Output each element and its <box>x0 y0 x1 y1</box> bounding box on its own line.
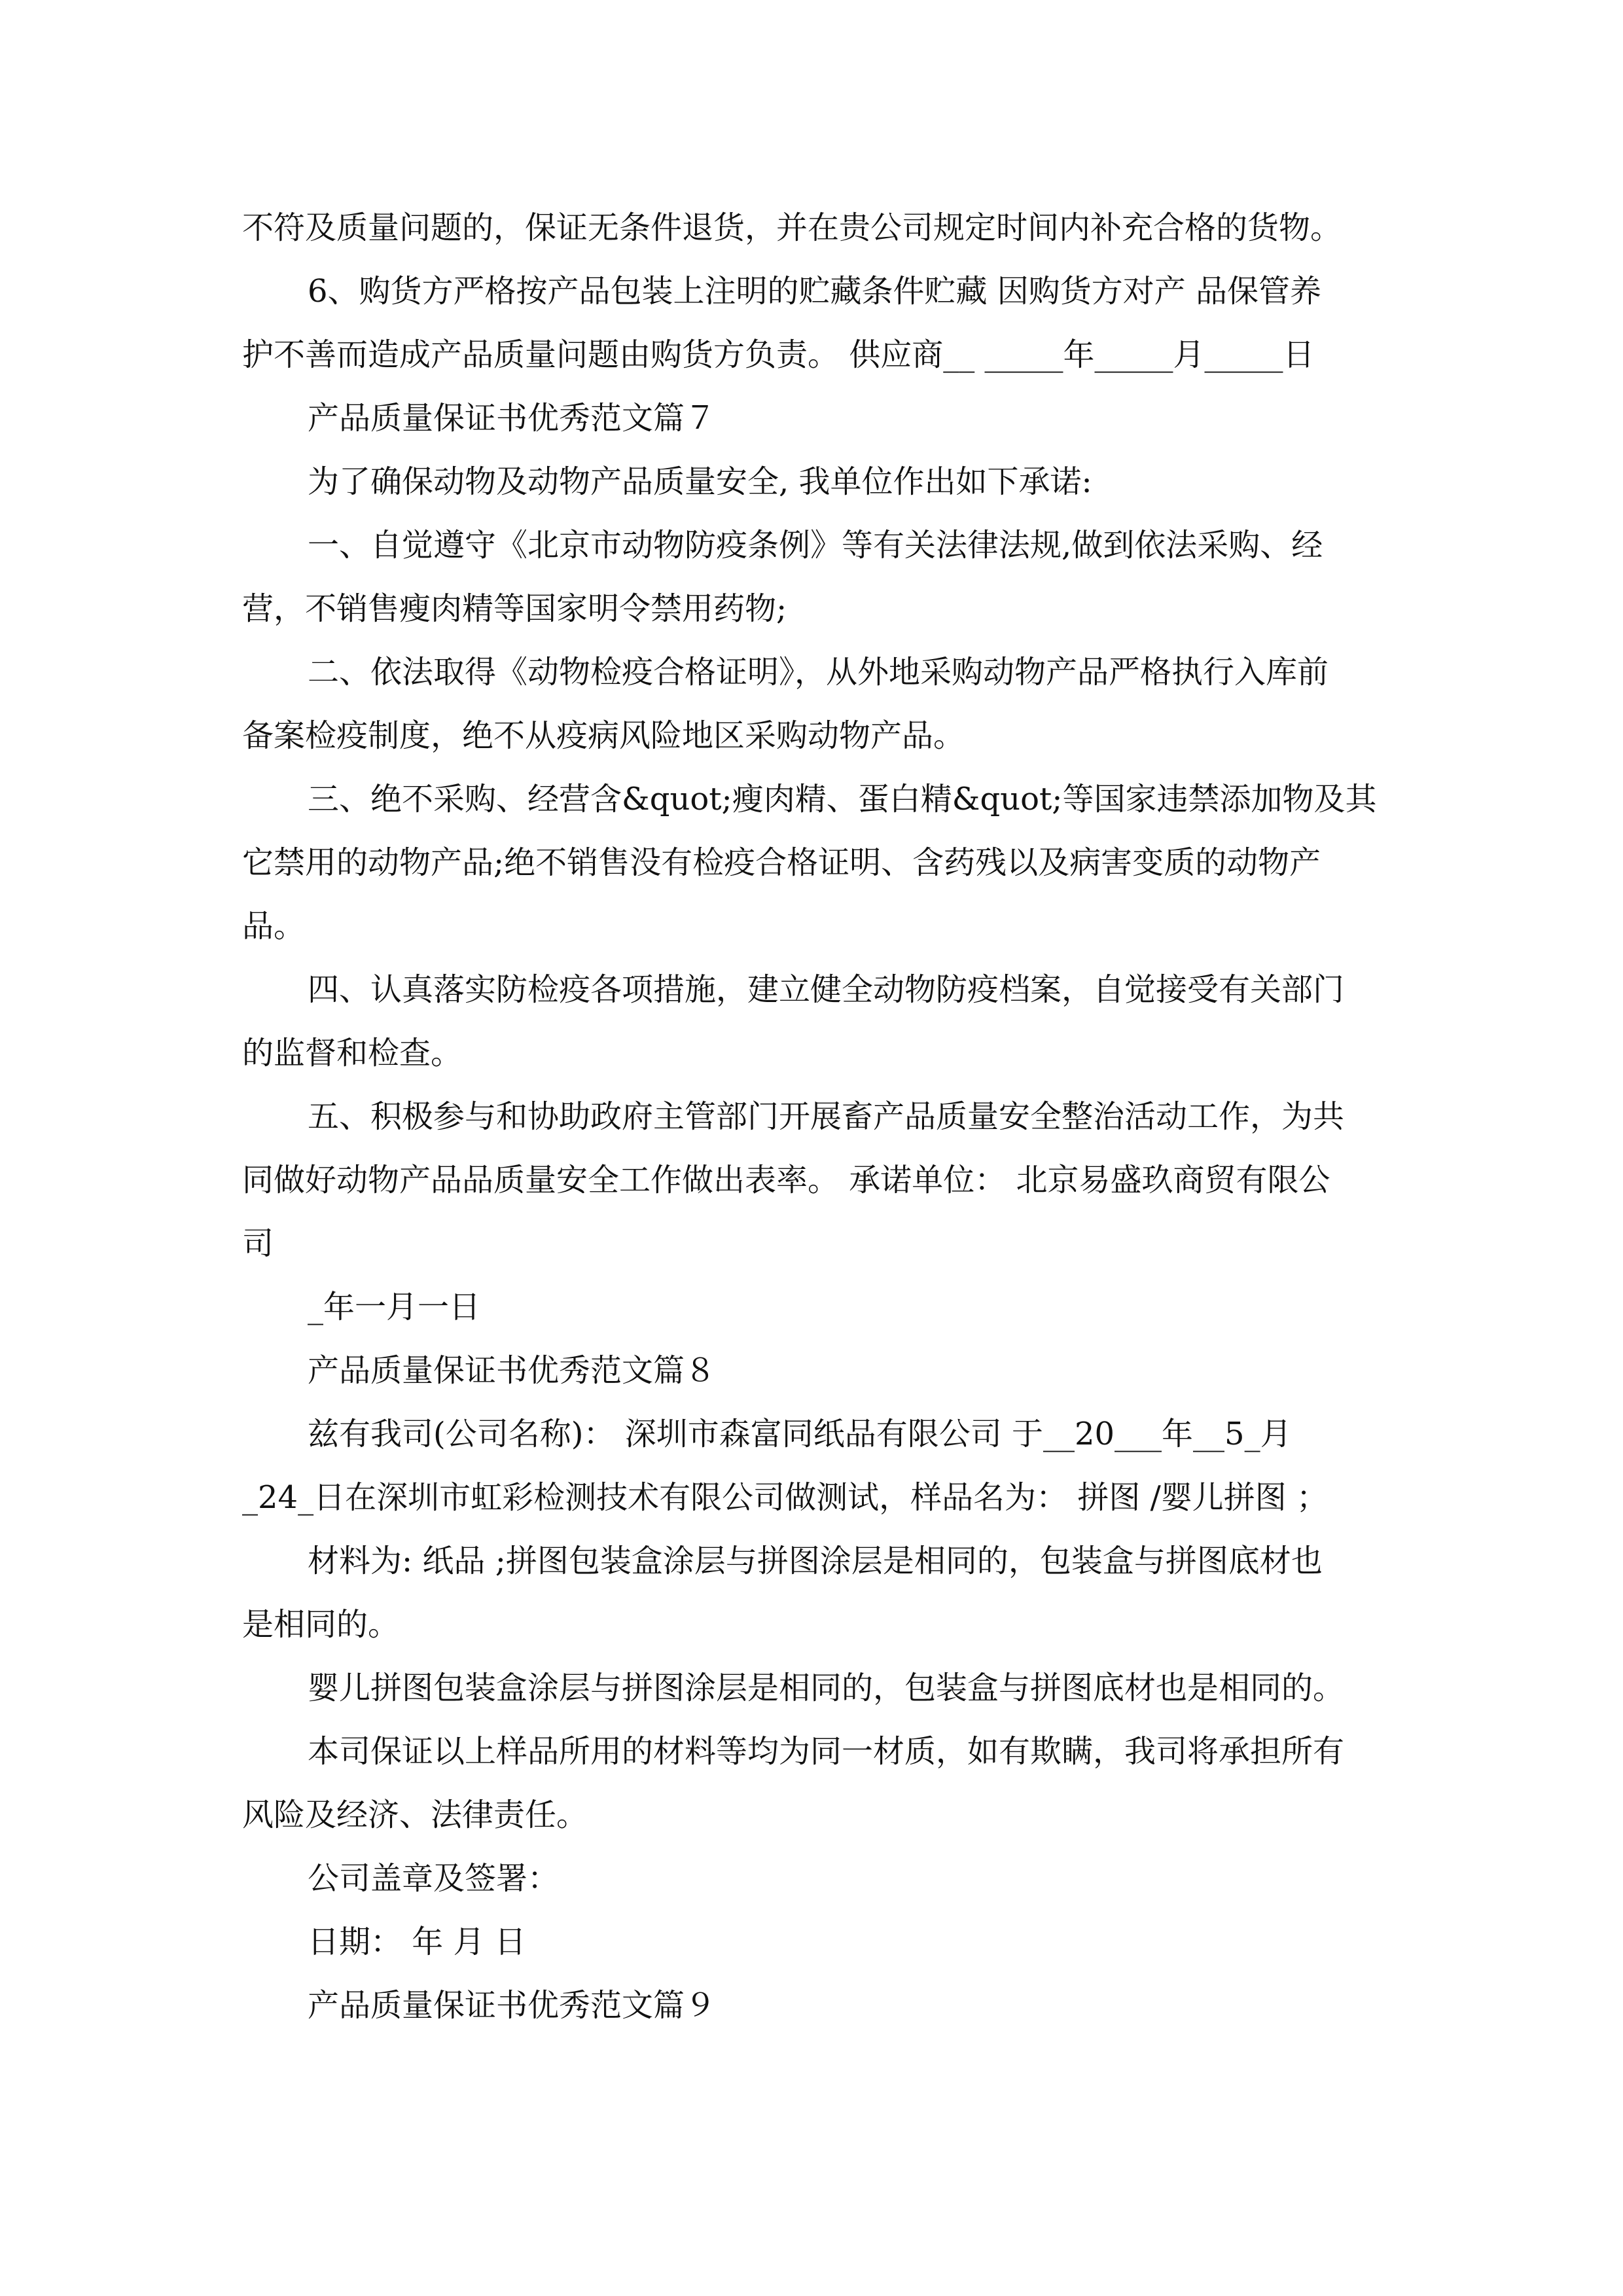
text-line-24: 婴儿拼图包装盒涂层与拼图涂层是相同的，包装盒与拼图底材也是相同的。 <box>308 1670 1345 1706</box>
text-line-15: 五、积极参与和协助政府主管部门开展畜产品质量安全整治活动工作，为共 <box>308 1098 1345 1135</box>
text-line-10: 三、绝不采购、经营含&quot;瘦肉精、蛋白精&quot;等国家违禁添加物及其 <box>308 781 1377 817</box>
text-line-23: 是相同的。 <box>242 1606 400 1643</box>
signature-line: 公司盖章及签署： <box>308 1860 560 1897</box>
text-line-25: 本司保证以上样品所用的材料等均为同一材质，如有欺瞒，我司将承担所有 <box>308 1733 1345 1770</box>
section-heading-9: 产品质量保证书优秀范文篇９ <box>308 1987 717 2024</box>
text-line-16: 同做好动物产品品质量安全工作做出表率。 承诺单位： 北京易盛玖商贸有限公 <box>242 1162 1330 1198</box>
text-line-20: 兹有我司(公司名称)： 深圳市森富同纸品有限公司 于__20___年__5_月 <box>308 1416 1292 1452</box>
text-line-6: 一、自觉遵守《北京市动物防疫条例》等有关法律法规,做到依法采购、经 <box>308 527 1323 564</box>
text-line-12: 品。 <box>242 908 306 944</box>
text-line-17: 司 <box>242 1225 274 1262</box>
text-line-21: _24_日在深圳市虹彩检测技术有限公司做测试，样品名为： 拼图 /婴儿拼图 ； <box>242 1479 1329 1516</box>
text-line-22: 材料为: 纸品 ;拼图包装盒涂层与拼图涂层是相同的，包装盒与拼图底材也 <box>308 1543 1323 1579</box>
text-line-11: 它禁用的动物产品;绝不销售没有检疫合格证明、含药残以及病害变质的动物产 <box>242 844 1321 881</box>
text-line-3: 护不善而造成产品质量问题由购货方负责。 供应商__ _____年_____月_____日 <box>242 336 1315 373</box>
section-heading-8: 产品质量保证书优秀范文篇８ <box>308 1352 717 1389</box>
text-line-5: 为了确保动物及动物产品质量安全, 我单位作出如下承诺: <box>308 463 1092 500</box>
section-heading-7: 产品质量保证书优秀范文篇７ <box>308 400 717 437</box>
text-line-7: 营，不销售瘦肉精等国家明令禁用药物; <box>242 590 787 627</box>
text-line-1: 不符及质量问题的，保证无条件退货，并在贵公司规定时间内补充合格的货物。 <box>242 209 1342 246</box>
date-line: _年一月一日 <box>308 1289 481 1325</box>
text-line-2: 6、购货方严格按产品包装上注明的贮藏条件贮藏 因购货方对产 品保管养 <box>308 273 1322 310</box>
text-line-9: 备案检疫制度，绝不从疫病风险地区采购动物产品。 <box>242 717 965 754</box>
text-line-14: 的监督和检查。 <box>242 1035 463 1071</box>
text-line-8: 二、依法取得《动物检疫合格证明》，从外地采购动物产品严格执行入库前 <box>308 654 1329 691</box>
text-line-13: 四、认真落实防检疫各项措施，建立健全动物防疫档案，自觉接受有关部门 <box>308 971 1345 1008</box>
text-line-26: 风险及经济、法律责任。 <box>242 1797 588 1833</box>
date-field-line: 日期： 年 月 日 <box>308 1924 526 1960</box>
